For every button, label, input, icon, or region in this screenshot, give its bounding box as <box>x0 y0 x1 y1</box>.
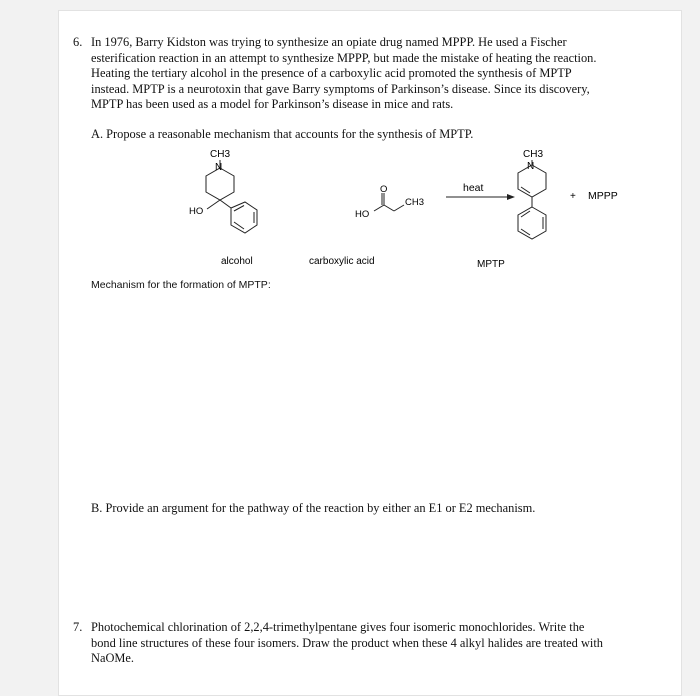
reaction-scheme <box>79 143 639 273</box>
acid-chain <box>384 205 394 211</box>
methyl-label: CH3 <box>210 149 231 160</box>
phenyl-ring <box>231 202 257 233</box>
acid-hydroxyl-label: HO <box>355 209 370 220</box>
heat-label: heat <box>463 182 484 194</box>
carbonyl-o-label: O <box>380 184 388 195</box>
methyl-label: CH3 <box>523 149 544 160</box>
question-6 <box>73 35 673 115</box>
mechanism-label: Mechanism for the formation of MPTP: <box>91 279 271 291</box>
question-7 <box>73 620 673 670</box>
text-line: MPTP has been used as a model for Parkinson’s disease in mice and rats. <box>91 97 454 112</box>
hydroxyl-bond <box>207 200 220 209</box>
document-page <box>58 10 682 696</box>
part-a-prompt: A. Propose a reasonable mechanism that accounts for the synthesis of MPTP. <box>91 127 474 141</box>
text-line: In 1976, Barry Kidston was trying to synthesize an opiate drug named MPPP. He used a Fischer <box>91 35 567 49</box>
nitrogen-label: N <box>215 162 223 173</box>
nitrogen-label: N <box>527 161 535 172</box>
arrow-head <box>507 194 515 200</box>
acid-oh-bond <box>374 205 384 211</box>
question-text <box>91 620 603 667</box>
plus-sign: + <box>570 191 576 202</box>
part-b-prompt: B. Provide an argument for the pathway of the reaction by either an E1 or E2 mechanism. <box>91 501 536 515</box>
text-line: bond line structures of these four isomers. Draw the product when these 4 alkyl halides are treated with <box>91 635 603 650</box>
text-line: instead. MPTP is a neurotoxin that gave Barry symptoms of Parkinson’s disease. Since its discovery, <box>91 81 590 96</box>
text-line: Heating the tertiary alcohol in the presence of a carboxylic acid promoted the synthesis of MPTP <box>91 66 572 81</box>
phenyl-ring <box>518 207 546 239</box>
carboxylic-acid-label: carboxylic acid <box>309 256 375 267</box>
question-number: 7. <box>73 620 83 634</box>
text-line: Photochemical chlorination of 2,2,4-trimethylpentane gives four isomeric monochlorides. Write the <box>91 620 585 634</box>
methyl-label: CH3 <box>405 197 425 208</box>
question-number: 6. <box>73 35 83 49</box>
aryl-bond <box>220 200 231 208</box>
question-text <box>91 35 596 113</box>
mptp-label: MPTP <box>477 259 505 270</box>
hydroxyl-label: HO <box>189 206 204 217</box>
text-line: esterification reaction in an attempt to synthesize MPPP, but made the mistake of heating the reaction. <box>91 50 597 65</box>
text-line: NaOMe. <box>91 651 135 666</box>
alcohol-label: alcohol <box>221 256 253 267</box>
mppp-label: MPPP <box>588 190 618 202</box>
